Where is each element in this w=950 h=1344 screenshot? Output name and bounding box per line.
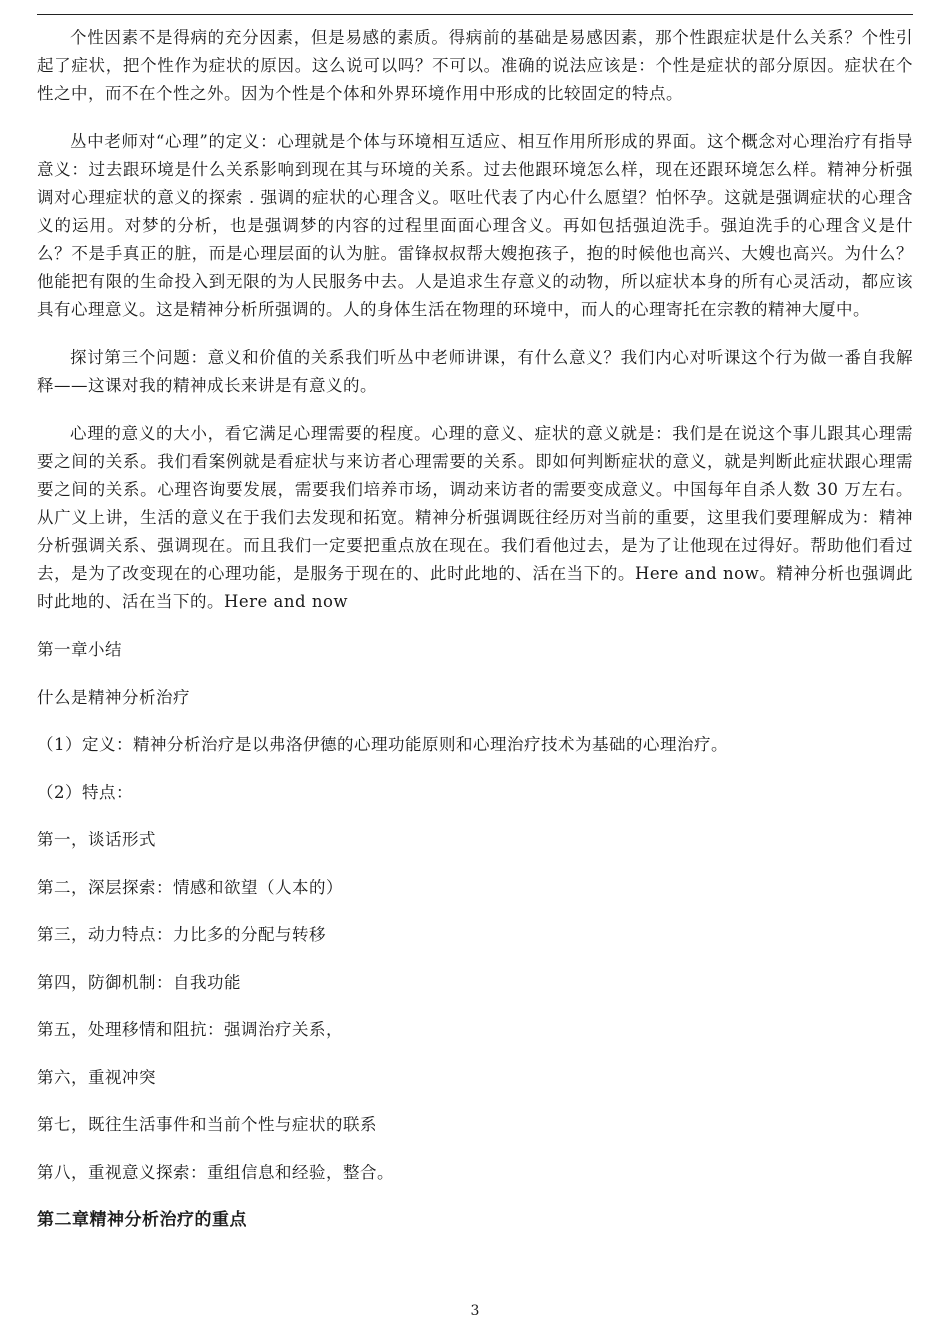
feature-item: 第四，防御机制：自我功能: [37, 972, 241, 992]
summary-features-label: （2）特点：: [37, 782, 133, 802]
feature-item: 第八，重视意义探索：重组信息和经验，整合。: [37, 1162, 394, 1182]
paragraph-psychology-definition: 丛中老师对“心理”的定义：心理就是个体与环境相互适应、相互作用所形成的界面。这个概念对心理治疗有指导意义：过去跟环境是什么关系影响到现在其与环境的关系。过去他跟环境怎么样，现在还跟环境怎么样。精神分析强调对心理症状的意义的探索 . 强调的症状的心理含义。呕吐代表了内心什么愿望？怕怀孕。这就是强调症状的心理含义的运用。对梦的分析，也是强调梦的内容的过程里面面心理含义。再如包括强迫洗手。强迫洗手的心理含义是什么？不是手真正的脏，而是心理层面的认为脏。雷锋叔叔帮大嫂抱孩子，抱的时候他也高兴、大嫂也高兴。为什么？他能把有限的生命投入到无限的为人民服务中去。人是追求生存意义的动物，所以症状本身的所有心灵活动，都应该具有心理意义。这是精神分析所强调的。人的身体生活在物理的环境中，而人的心理寄托在宗教的精神大厦中。: [37, 132, 913, 319]
feature-item: 第二，深层探索：情感和欲望（人本的）: [37, 877, 343, 897]
feature-item: 第七，既往生活事件和当前个性与症状的联系: [37, 1115, 377, 1134]
feature-item: 第三，动力特点：力比多的分配与转移: [37, 925, 326, 944]
paragraph-meaning-size: 心理的意义的大小，看它满足心理需要的程度。心理的意义、症状的意义就是：我们是在说这个事儿跟其心理需要之间的关系。我们看案例就是看症状与来访者心理需要的关系。即如何判断症状的意义，就是判断此症状跟心理需要之间的关系。心理咨询要发展，需要我们培养市场，调动来访者的需要变成意义。中国每年自杀人数 30 万左右。从广义上讲，生活的意义在于我们去发现和拓宽。精神分析强调既往经历对当前的重要，这里我们要理解成为：精神分析强调关系、强调现在。而且我们一定要把重点放在现在。我们看他过去，是为了让他现在过得好。帮助他们看过去，是为了改变现在的心理功能，是服务于现在的、此时此地的、活在当下的。Here and now。精神分析也强调此时此地的、活在当下的。Here and now: [37, 424, 913, 611]
summary-title: 第一章小结: [37, 640, 122, 659]
summary-definition: （1）定义：精神分析治疗是以弗洛伊德的心理功能原则和心理治疗技术为基础的心理治疗。: [37, 735, 728, 754]
page-number: 3: [470, 1303, 480, 1319]
feature-item: 第一，谈话形式: [37, 830, 156, 849]
page-content: [37, 24, 913, 1234]
summary-subtitle: 什么是精神分析治疗: [37, 687, 190, 707]
feature-item: 第五，处理移情和阻抗：强调治疗关系，: [37, 1020, 343, 1039]
paragraph-personality: 个性因素不是得病的充分因素，但是易感的素质。得病前的基础是易感因素，那个性跟症状是什么关系？个性引起了症状，把个性作为症状的原因。这么说可以吗？不可以。准确的说法应该是：个性是症状的部分原因。症状在个性之中，而不在个性之外。因为个性是个体和外界环境作用中形成的比较固定的特点。: [37, 28, 913, 103]
chapter-2-heading: 第二章精神分析治疗的重点: [37, 1210, 247, 1230]
paragraph-meaning-value: 探讨第三个问题：意义和价值的关系我们听丛中老师讲课，有什么意义？我们内心对听课这个行为做一番自我解释——这课对我的精神成长来讲是有意义的。: [37, 348, 913, 395]
header-rule: [37, 14, 913, 15]
feature-item: 第六，重视冲突: [37, 1067, 156, 1087]
